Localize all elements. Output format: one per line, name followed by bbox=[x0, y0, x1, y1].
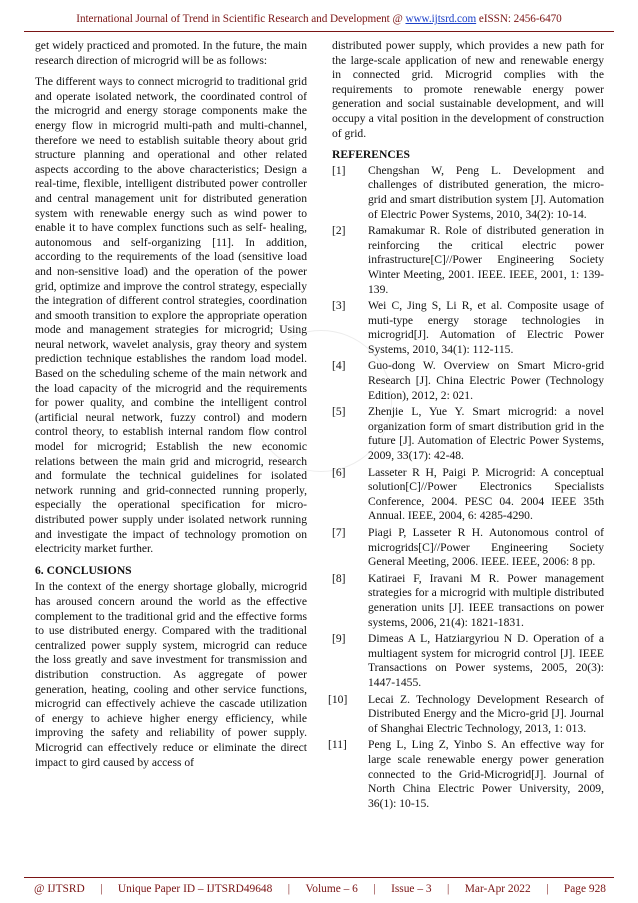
reference-text: Katiraei F, Iravani M R. Power management strategies for a microgrid with multiple distributed generation units [J]. IEEE transactions on power systems, 2006, 21(4): 1821-1831. bbox=[368, 571, 604, 629]
reference-item bbox=[332, 359, 604, 403]
reference-number: [3] bbox=[332, 299, 346, 313]
right-column bbox=[328, 39, 604, 813]
reference-text: Wei C, Jing S, Li R, et al. Composite usage of muti-type energy storage technologies in microgrid[J]. Automation of Electric Power Systems, 2010, 34(1): 112-115. bbox=[368, 299, 604, 356]
reference-item bbox=[332, 572, 604, 630]
reference-number: [4] bbox=[332, 359, 346, 373]
reference-number: [8] bbox=[332, 571, 346, 585]
reference-number: [10] bbox=[328, 692, 348, 706]
reference-text: Peng L, Ling Z, Yinbo S. An effective way for large scale renewable energy power generation connected to the Grid-Microgrid[J]. Journal of North China Electric Power University, 2009, 36(1): 10-15. bbox=[368, 738, 604, 810]
footer-separator: | bbox=[100, 883, 103, 895]
reference-item bbox=[332, 405, 604, 463]
footer-separator: | bbox=[546, 883, 549, 895]
reference-text: Guo-dong W. Overview on Smart Micro-grid Research [J]. China Electric Power (Technology Edition), 2012, 2: 021. bbox=[368, 359, 604, 402]
reference-item bbox=[332, 224, 604, 297]
footer-rule bbox=[24, 877, 614, 878]
footer-paper-id: Unique Paper ID – IJTSRD49648 bbox=[117, 883, 273, 895]
reference-number: [9] bbox=[332, 632, 346, 646]
conclusions-paragraph: In the context of the energy shortage globally, microgrid has aroused concern around the world as the effective complement to the traditional grid and the effective forms to use distributed energy. Compared with the traditional centralized power supply system, microgrid can reduce the loss greatly and save investment for transmission and distribution construction. As aggregate of power generation, heating, cooling and other service functions, microgrid can effectively achieve the cascade utilization of energy to achieve higher energy efficiency, while improving the safety and reliability of power supply. Microgrid can effectively reduce or eliminate the direct impact to gird caused by access of bbox=[35, 580, 307, 769]
reference-item bbox=[332, 466, 604, 524]
reference-text: Dimeas A L, Hatziargyriou N D. Operation of a multiagent system for microgrid control [J]. IEEE Transactions on Power systems, 2005, 20(3): 1447-1455. bbox=[368, 632, 604, 689]
footer-date: Mar-Apr 2022 bbox=[464, 883, 531, 895]
footer-volume: Volume – 6 bbox=[305, 883, 358, 895]
reference-number: [7] bbox=[332, 526, 346, 539]
reference-number: [6] bbox=[332, 465, 346, 479]
journal-website-link[interactable]: www.ijtsrd.com bbox=[405, 13, 477, 25]
running-footer bbox=[34, 883, 606, 895]
reference-number: [1] bbox=[332, 163, 346, 177]
reference-number: [5] bbox=[332, 405, 346, 419]
conclusions-continuation: distributed power supply, which provides a new path for the large-scale application of new and renewable energy in connected grid. Microgrid complies with the requirements to promote renewable energy power generation and social sustainable development, and will occupy a vital position in the development of construction of grid. bbox=[332, 39, 604, 140]
footer-separator: | bbox=[287, 883, 291, 895]
footer-site: @ IJTSRD bbox=[34, 883, 85, 895]
issn: eISSN: 2456-6470 bbox=[476, 13, 562, 25]
footer-issue: Issue – 3 bbox=[391, 883, 432, 895]
footer-separator: | bbox=[447, 883, 450, 895]
reference-text: Chengshan W, Peng L. Development and challenges of distributed generation, the micro-grid and smart distribution system [J]. Automation of Electric Power Systems, 2010, 34(2): 10-14. bbox=[368, 163, 604, 221]
reference-item bbox=[332, 632, 604, 690]
conclusions-heading: 6. CONCLUSIONS bbox=[35, 563, 132, 577]
reference-item bbox=[332, 164, 604, 222]
references-heading: REFERENCES bbox=[332, 148, 410, 162]
reference-item bbox=[328, 692, 604, 737]
references-list bbox=[328, 163, 604, 812]
reference-text: Lecai Z. Technology Development Research of Distributed Energy and the Micro-grid [J]. Journal of Shanghai Electric Technology, 2013, 1: 013. bbox=[368, 692, 604, 735]
reference-text: Lasseter R H, Paigi P. Microgrid: A conceptual solution[C]//Power Electronics Specialists Conference, 2004. PESC 04. 2004 IEEE 35th Annual. IEEE, 2004, 6: 4285-4290. bbox=[368, 465, 604, 523]
intro-paragraph: get widely practiced and promoted. In the future, the main research direction of microgrid will be as follows: bbox=[35, 39, 307, 67]
left-column bbox=[35, 39, 307, 770]
future-direction-paragraph: The different ways to connect microgrid to traditional grid and operate isolated network, the coordinated control of the microgrid and energy storage components make the energy flow in microgrid multi-path and multi-channel, therefore we need to establish suitable theory about grid structure planning and operational and other related aspects according to the above characteristics; Design a real-time, flexible, intelligent distributed power controller and central management unit for distributed generation system with renewable energy such as wind power to enable it to have complex functions such as self- healing, autonomous and self-organizing [11]. In addition, according to the requirements of the load (sensitive load and non-sensitive load) and the operation of the power grid, optimize and improve the control strategy, especially the integration of different control strategies, coordination and smooth transition to explore the appropriate operation mode and management strategies for microgrid; Using neural network, wavelet analysis, gray theory and system prediction technique establishes the random load model. Based on the scheduling scheme of the main network and the load capacity of the microgrid and the requirements for power quality, and combine the intelligent control (artificial neural network, fuzzy control) and modern control theory, to establish internal random flow control model for microgrid; Establish the new economic relations between the main grid and microgrid, research and formulate the technical guidelines for isolated network running and grid-connected running properly, especially the operational specification for micro- distributed power supply under isolated network running and investigate the impact of technology promotion on electricity market further. bbox=[35, 75, 307, 556]
reference-item bbox=[328, 738, 604, 811]
reference-item bbox=[332, 299, 604, 357]
header-rule bbox=[24, 31, 614, 32]
running-header bbox=[0, 13, 638, 25]
journal-name: International Journal of Trend in Scientific Research and Development @ bbox=[76, 13, 406, 25]
reference-text: Ramakumar R. Role of distributed generation in reinforcing the critical electric power infrastructure[C]//Power Engineering Society Winter Meeting, 2001. IEEE. IEEE, 2001, 1: 139-139. bbox=[368, 224, 604, 296]
reference-text: Zhenjie L, Yue Y. Smart microgrid: a novel organization form of smart distribution grid in the future [J]. Automation of Electric Power Systems, 2009, 33(17): 42-48. bbox=[368, 405, 604, 463]
reference-number: [2] bbox=[332, 224, 346, 238]
reference-item bbox=[332, 526, 604, 570]
footer-separator: | bbox=[373, 883, 376, 895]
footer-page-number: Page 928 bbox=[563, 883, 606, 895]
reference-text: Piagi P, Lasseter R H. Autonomous control of microgrids[C]//Power Engineering Society General Meeting, 2006. IEEE. IEEE, 2006: 8 pp. bbox=[368, 526, 604, 569]
reference-number: [11] bbox=[328, 738, 347, 752]
